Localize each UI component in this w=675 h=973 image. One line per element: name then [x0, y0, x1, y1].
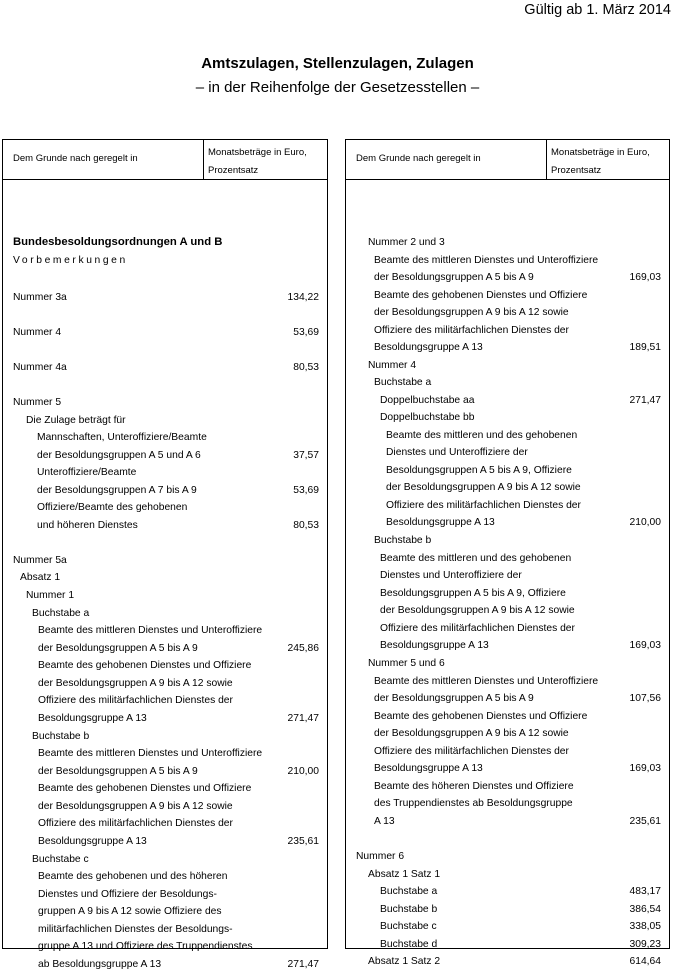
table-row	[346, 655, 669, 672]
row-amount: 37,57	[293, 450, 319, 461]
row-label: Offiziere des militärfachlichen Dienstes der	[38, 818, 233, 829]
table-row	[3, 956, 327, 973]
table-row	[3, 780, 327, 797]
row-label: der Besoldungsgruppen A 5 bis A 9	[38, 766, 198, 777]
row-label: Nummer 2 und 3	[368, 237, 445, 248]
table-row	[3, 728, 327, 745]
table-row	[346, 637, 669, 654]
table-row	[3, 815, 327, 832]
row-label: Doppelbuchstabe aa	[380, 395, 475, 406]
table-row	[346, 322, 669, 339]
row-label: Offiziere des militärfachlichen Dienstes der	[38, 695, 233, 706]
table-row	[3, 359, 327, 376]
row-label: Dienstes und Unteroffiziere der	[386, 447, 528, 458]
row-label: der Besoldungsgruppen A 9 bis A 12 sowie	[374, 728, 569, 739]
table-header	[346, 140, 669, 180]
row-label: Offiziere des militärfachlichen Dienstes der	[380, 623, 575, 634]
row-label: Nummer 6	[356, 851, 405, 862]
table-row	[346, 339, 669, 356]
row-amount: 271,47	[287, 959, 319, 970]
table-row	[3, 569, 327, 586]
row-amount: 338,05	[629, 921, 661, 932]
header-amount-label: Monatsbeträge in Euro,	[208, 147, 307, 158]
table-row	[346, 427, 669, 444]
table-row	[346, 813, 669, 830]
header-amount-label: Monatsbeträge in Euro,	[551, 147, 650, 158]
row-amount: 614,64	[629, 956, 661, 967]
page-title: Amtszulagen, Stellenzulagen, Zulagen	[201, 55, 474, 72]
header-amount-cell	[203, 140, 327, 179]
row-amount: 169,03	[629, 763, 661, 774]
table-row	[346, 725, 669, 742]
table-row	[346, 532, 669, 549]
row-label: Nummer 4a	[13, 362, 67, 373]
row-amount: 309,23	[629, 939, 661, 950]
row-label: Buchstabe a	[380, 886, 438, 897]
row-amount: 483,17	[629, 886, 661, 897]
table-row	[3, 833, 327, 850]
row-label: Dienstes und Offiziere der Besoldungs-	[38, 889, 217, 900]
row-label: A 13	[374, 816, 395, 827]
row-label: ab Besoldungsgruppe A 13	[38, 959, 162, 970]
table-row	[3, 640, 327, 657]
row-label: Beamte des mittleren Dienstes und Unteroffiziere	[38, 625, 263, 636]
row-label: Besoldungsgruppen A 5 bis A 9, Offiziere	[386, 465, 572, 476]
table-row	[346, 918, 669, 935]
table-row	[3, 552, 327, 569]
table-row	[346, 760, 669, 777]
table-row	[3, 324, 327, 341]
row-amount: 386,54	[629, 904, 661, 915]
row-label: des Truppendienstes ab Besoldungsgruppe	[374, 798, 573, 809]
row-label: Vorbemerkungen	[13, 255, 128, 266]
table-row	[346, 848, 669, 865]
row-label: der Besoldungsgruppen A 5 bis A 9	[38, 643, 198, 654]
row-label: Beamte des gehobenen Dienstes und Offiziere	[38, 783, 252, 794]
row-amount: 189,51	[629, 342, 661, 353]
table-row	[3, 798, 327, 815]
table-row	[3, 447, 327, 464]
table-row	[346, 743, 669, 760]
row-amount: 210,00	[629, 517, 661, 528]
table-row	[346, 304, 669, 321]
table-row	[3, 464, 327, 481]
row-label: Buchstabe b	[374, 535, 432, 546]
table-row	[3, 675, 327, 692]
table-row	[3, 692, 327, 709]
row-label: Nummer 5 und 6	[368, 658, 445, 669]
row-amount: 210,00	[287, 766, 319, 777]
row-label: Nummer 1	[26, 590, 75, 601]
table-row	[346, 392, 669, 409]
table-row	[346, 795, 669, 812]
table-row	[346, 567, 669, 584]
row-label: Nummer 3a	[13, 292, 67, 303]
row-label: Beamte des mittleren Dienstes und Unteroffiziere	[374, 676, 599, 687]
row-amount: 271,47	[287, 713, 319, 724]
row-label: Besoldungsgruppe A 13	[38, 836, 147, 847]
table-row	[346, 708, 669, 725]
table-row	[3, 745, 327, 762]
valid-from-note: Gültig ab 1. März 2014	[524, 2, 671, 18]
table-row	[346, 690, 669, 707]
row-label: Beamte des höheren Dienstes und Offiziere	[374, 781, 574, 792]
row-label: Nummer 5a	[13, 555, 67, 566]
table-row	[346, 479, 669, 496]
row-label: Absatz 1 Satz 2	[368, 956, 441, 967]
table-row	[346, 550, 669, 567]
row-label: der Besoldungsgruppen A 9 bis A 12 sowie	[386, 482, 581, 493]
row-label: Absatz 1	[20, 572, 61, 583]
row-label: Buchstabe d	[380, 939, 438, 950]
row-label: Besoldungsgruppen A 5 bis A 9, Offiziere	[380, 588, 566, 599]
row-label: Offiziere/Beamte des gehobenen	[37, 502, 188, 513]
row-label: der Besoldungsgruppen A 5 und A 6	[37, 450, 201, 461]
row-label: Beamte des mittleren und des gehobenen	[386, 430, 578, 441]
row-label: Offiziere des militärfachlichen Dienstes der	[386, 500, 581, 511]
row-amount: 80,53	[293, 362, 319, 373]
table-row	[346, 901, 669, 918]
row-amount: 235,61	[287, 836, 319, 847]
table-row	[3, 938, 327, 955]
row-label: Beamte des mittleren und des gehobenen	[380, 553, 572, 564]
header-basis-label: Dem Grunde nach geregelt in	[13, 153, 138, 164]
row-label: Buchstabe b	[32, 731, 90, 742]
row-label: der Besoldungsgruppen A 7 bis A 9	[37, 485, 197, 496]
row-label: Doppelbuchstabe bb	[380, 412, 475, 423]
row-label: Besoldungsgruppe A 13	[374, 342, 483, 353]
table-row	[346, 444, 669, 461]
table-row	[346, 497, 669, 514]
row-amount: 271,47	[629, 395, 661, 406]
row-label: Beamte des gehobenen Dienstes und Offiziere	[374, 711, 588, 722]
table-row	[346, 673, 669, 690]
row-label: der Besoldungsgruppen A 9 bis A 12 sowie	[38, 678, 233, 689]
table-row	[346, 778, 669, 795]
row-label: der Besoldungsgruppen A 5 bis A 9	[374, 693, 534, 704]
row-amount: 169,03	[629, 272, 661, 283]
row-label: der Besoldungsgruppen A 9 bis A 12 sowie	[374, 307, 569, 318]
table-row	[346, 602, 669, 619]
row-label: und höheren Dienstes	[37, 520, 138, 531]
table-row	[3, 587, 327, 604]
row-label: Besoldungsgruppe A 13	[386, 517, 495, 528]
row-label: Besoldungsgruppe A 13	[374, 763, 483, 774]
table-row	[3, 886, 327, 903]
row-label: Beamte des mittleren Dienstes und Unteroffiziere	[38, 748, 263, 759]
row-label: Nummer 4	[368, 360, 417, 371]
row-label: der Besoldungsgruppen A 9 bis A 12 sowie	[380, 605, 575, 616]
table-row	[346, 953, 669, 970]
row-label: Buchstabe b	[380, 904, 438, 915]
row-label: Absatz 1 Satz 1	[368, 869, 441, 880]
row-amount: 235,61	[629, 816, 661, 827]
table-row	[346, 269, 669, 286]
table-row	[346, 866, 669, 883]
table-row	[346, 409, 669, 426]
row-amount: 245,86	[287, 643, 319, 654]
table-row	[3, 394, 327, 411]
row-label: Buchstabe a	[32, 608, 90, 619]
row-label: gruppe A 13 und Offiziere des Truppendienstes	[38, 941, 253, 952]
row-label: Unteroffiziere/Beamte	[37, 467, 137, 478]
row-label: Buchstabe c	[380, 921, 437, 932]
table-row	[3, 763, 327, 780]
table-row	[3, 252, 327, 269]
header-unit-label: Prozentsatz	[551, 165, 602, 176]
row-label: Dienstes und Unteroffiziere der	[380, 570, 522, 581]
row-label: Beamte des gehobenen und des höheren	[38, 871, 228, 882]
table-row	[346, 936, 669, 953]
table-row	[3, 499, 327, 516]
table-row	[346, 462, 669, 479]
row-amount: 53,69	[293, 485, 319, 496]
row-label: Offiziere des militärfachlichen Dienstes der	[374, 746, 569, 757]
table-row	[346, 252, 669, 269]
row-label: der Besoldungsgruppen A 9 bis A 12 sowie	[38, 801, 233, 812]
left-table	[2, 139, 328, 970]
table-row	[3, 903, 327, 920]
header-unit-label: Prozentsatz	[208, 165, 259, 176]
right-table	[345, 139, 670, 967]
row-amount: 169,03	[629, 640, 661, 651]
table-row	[346, 287, 669, 304]
row-label: Nummer 5	[13, 397, 62, 408]
row-label: Besoldungsgruppe A 13	[38, 713, 147, 724]
row-label: der Besoldungsgruppen A 5 bis A 9	[374, 272, 534, 283]
table-row	[3, 605, 327, 622]
table-row	[346, 357, 669, 374]
row-label: Bundesbesoldungsordnungen A und B	[13, 236, 223, 248]
row-label: Beamte des gehobenen Dienstes und Offiziere	[374, 290, 588, 301]
row-amount: 134,22	[287, 292, 319, 303]
table-header	[3, 140, 327, 180]
table-row	[3, 921, 327, 938]
table-row	[3, 622, 327, 639]
row-label: Beamte des gehobenen Dienstes und Offiziere	[38, 660, 252, 671]
table-row	[3, 289, 327, 306]
table-row	[346, 620, 669, 637]
table-row	[346, 883, 669, 900]
table-row	[3, 517, 327, 534]
row-amount: 107,56	[629, 693, 661, 704]
table-row	[3, 710, 327, 727]
table-row	[3, 412, 327, 429]
table-row	[3, 234, 327, 251]
table-row	[346, 234, 669, 251]
row-label: Buchstabe a	[374, 377, 432, 388]
header-basis-label: Dem Grunde nach geregelt in	[356, 153, 481, 164]
table-row	[346, 374, 669, 391]
table-row	[3, 429, 327, 446]
table-row	[3, 868, 327, 885]
row-label: Die Zulage beträgt für	[26, 415, 126, 426]
row-label: Beamte des mittleren Dienstes und Unteroffiziere	[374, 255, 599, 266]
row-label: militärfachlichen Dienstes der Besoldungs-	[38, 924, 233, 935]
row-label: Offiziere des militärfachlichen Dienstes der	[374, 325, 569, 336]
table-row	[3, 482, 327, 499]
row-amount: 80,53	[293, 520, 319, 531]
table-row	[346, 585, 669, 602]
row-label: Nummer 4	[13, 327, 62, 338]
header-amount-cell	[546, 140, 669, 179]
table-row	[3, 657, 327, 674]
table-row	[346, 514, 669, 531]
table-row	[3, 851, 327, 868]
row-label: gruppen A 9 bis A 12 sowie Offiziere des	[38, 906, 222, 917]
row-label: Buchstabe c	[32, 854, 89, 865]
row-label: Besoldungsgruppe A 13	[380, 640, 489, 651]
page-subtitle: – in der Reihenfolge der Gesetzesstellen –	[195, 79, 480, 96]
row-label: Mannschaften, Unteroffiziere/Beamte	[37, 432, 207, 443]
row-amount: 53,69	[293, 327, 319, 338]
